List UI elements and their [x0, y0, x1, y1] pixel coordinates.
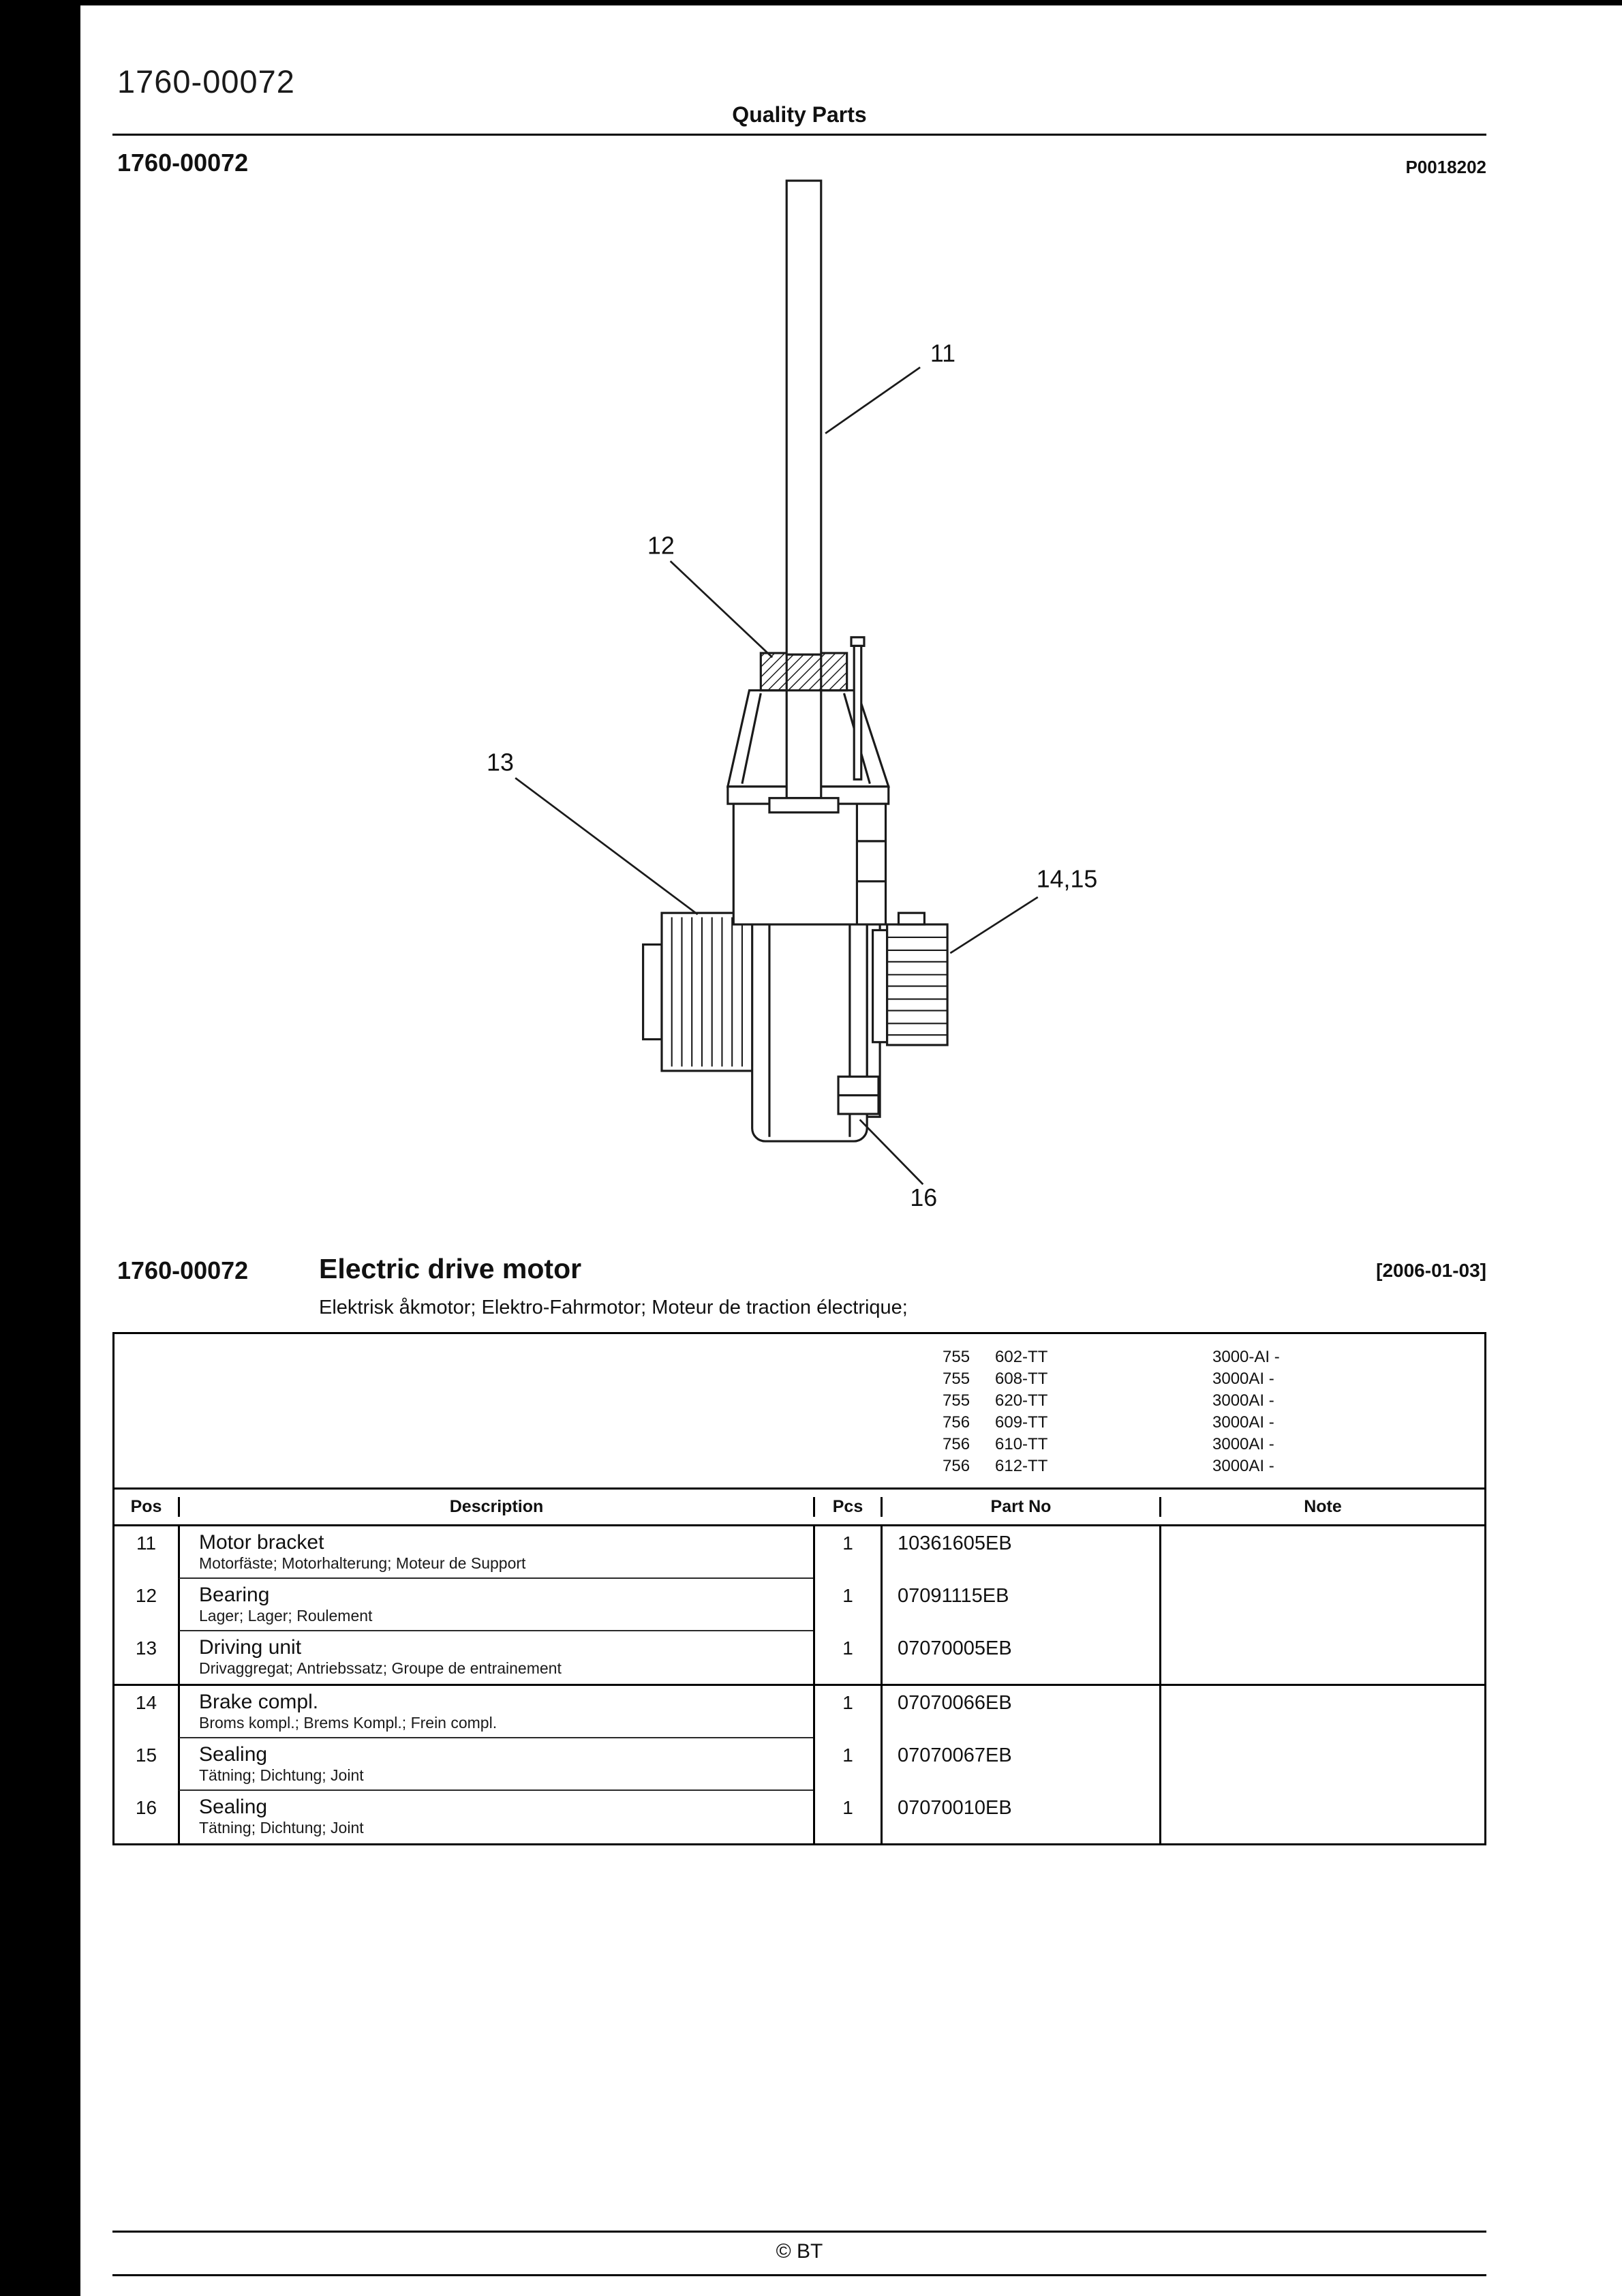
row-description-translations: Tätning; Dichtung; Joint [199, 1766, 364, 1784]
row-description-cell [178, 1631, 813, 1684]
row-description: Bearing [199, 1584, 270, 1606]
sub-doc-number: 1760-00072 [117, 149, 249, 177]
row-pos: 15 [135, 1744, 157, 1766]
section-subtitle: Elektrisk åkmotor; Elektro-Fahrmotor; Moteur de traction électrique; [319, 1297, 908, 1318]
row-description-translations: Drivaggregat; Antriebssatz; Groupe de entrainement [199, 1659, 562, 1677]
row-note [1159, 1526, 1484, 1579]
brake-mount-plate [873, 930, 887, 1042]
scan-edge-left [0, 0, 80, 2296]
model-series: 756 [943, 1435, 970, 1453]
row-note [1159, 1738, 1484, 1791]
table-row [114, 1686, 1484, 1738]
row-description: Motor bracket [199, 1531, 324, 1554]
model-list [114, 1334, 1484, 1487]
model-line [114, 1455, 1484, 1477]
row-description: Sealing [199, 1796, 268, 1818]
row-part-no: 07070066EB [881, 1686, 1159, 1738]
model-line [114, 1368, 1484, 1390]
model-serial-range: 3000AI - [1212, 1370, 1274, 1388]
model-series: 755 [943, 1391, 970, 1410]
scan-edge-top [0, 0, 1622, 5]
row-pcs: 1 [813, 1631, 881, 1684]
footer-rule-bottom [112, 2274, 1486, 2276]
row-part-no: 07070067EB [881, 1738, 1159, 1791]
figure-drawing [80, 169, 1622, 1246]
model-type: 602-TT [995, 1348, 1048, 1366]
row-note [1159, 1791, 1484, 1843]
model-series: 756 [943, 1413, 970, 1432]
row-part-no: 07070010EB [881, 1791, 1159, 1843]
col-header-part-no: Part No [881, 1497, 1159, 1517]
header-doc-number: 1760-00072 [117, 63, 295, 100]
row-description-cell [178, 1686, 813, 1738]
housing-body [733, 804, 885, 924]
row-description-cell [178, 1579, 813, 1631]
parts-table [112, 1332, 1486, 1845]
row-note [1159, 1686, 1484, 1738]
row-description-translations: Motorfäste; Motorhalterung; Moteur de Support [199, 1554, 526, 1572]
table-row [114, 1579, 1484, 1631]
model-serial-range: 3000AI - [1212, 1391, 1274, 1410]
row-note [1159, 1631, 1484, 1684]
model-serial-range: 3000AI - [1212, 1413, 1274, 1432]
model-type: 608-TT [995, 1370, 1048, 1388]
row-part-no: 07091115EB [881, 1579, 1159, 1631]
footer-copyright: © BT [776, 2240, 823, 2263]
bolt-head [851, 637, 864, 646]
model-line [114, 1346, 1484, 1368]
table-row [114, 1738, 1484, 1791]
col-header-note: Note [1159, 1497, 1484, 1517]
motor-body [662, 913, 767, 1071]
table-row [114, 1631, 1484, 1686]
model-serial-range: 3000-AI - [1212, 1348, 1280, 1366]
header-title: Quality Parts [732, 102, 867, 127]
row-description-cell [178, 1526, 813, 1579]
row-description: Brake compl. [199, 1691, 319, 1713]
motor-end-cap [643, 945, 662, 1040]
model-serial-range: 3000AI - [1212, 1435, 1274, 1453]
callout-13: 13 [487, 749, 514, 776]
row-part-no: 07070005EB [881, 1631, 1159, 1684]
row-pos: 11 [136, 1532, 157, 1554]
model-type: 609-TT [995, 1413, 1048, 1432]
motor-shaft [786, 181, 821, 654]
bearing-ring [761, 653, 846, 691]
callout-12: 12 [647, 532, 675, 560]
row-note [1159, 1579, 1484, 1631]
row-pcs: 1 [813, 1686, 881, 1738]
row-pcs: 1 [813, 1526, 881, 1579]
model-line [114, 1390, 1484, 1412]
model-type: 620-TT [995, 1391, 1048, 1410]
image-reference-code: P0018202 [1405, 157, 1486, 177]
row-description: Sealing [199, 1743, 268, 1766]
row-description-translations: Broms kompl.; Brems Kompl.; Frein compl. [199, 1714, 498, 1732]
row-pcs: 1 [813, 1791, 881, 1843]
section-date: [2006-01-03] [1376, 1260, 1486, 1281]
model-series: 755 [943, 1348, 970, 1366]
table-row [114, 1791, 1484, 1843]
table-row [114, 1526, 1484, 1579]
callout-16: 16 [910, 1183, 938, 1211]
bolt-shaft [854, 646, 861, 779]
callout-11: 11 [930, 339, 956, 367]
col-header-description: Description [178, 1497, 813, 1517]
row-pos: 13 [135, 1637, 157, 1659]
row-description-cell [178, 1738, 813, 1791]
col-header-pcs: Pcs [813, 1497, 881, 1517]
model-type: 610-TT [995, 1435, 1048, 1453]
col-header-pos: Pos [130, 1497, 162, 1516]
table-header-row [114, 1487, 1484, 1526]
row-pos: 16 [135, 1797, 157, 1818]
brake-top-tab [899, 913, 925, 924]
row-part-no: 10361605EB [881, 1526, 1159, 1579]
callout-14-15: 14,15 [1036, 865, 1098, 893]
model-serial-range: 3000AI - [1212, 1457, 1274, 1475]
row-description-translations: Lager; Lager; Roulement [199, 1607, 373, 1625]
shaft-cross-bar [769, 798, 838, 813]
row-pos: 14 [135, 1692, 157, 1713]
exploded-view-figure [80, 169, 1622, 1246]
row-description: Driving unit [199, 1636, 302, 1659]
brake-body [887, 924, 947, 1045]
row-description-translations: Tätning; Dichtung; Joint [199, 1819, 364, 1837]
header-rule [112, 134, 1486, 136]
model-series: 756 [943, 1457, 970, 1475]
model-series: 755 [943, 1370, 970, 1388]
row-pcs: 1 [813, 1579, 881, 1631]
row-pos: 12 [135, 1585, 157, 1606]
model-type: 612-TT [995, 1457, 1048, 1475]
footer-rule-top [112, 2231, 1486, 2233]
model-line [114, 1412, 1484, 1434]
parts-rows [114, 1526, 1484, 1843]
section-title: Electric drive motor [319, 1253, 582, 1284]
row-pcs: 1 [813, 1738, 881, 1791]
section-doc-number: 1760-00072 [117, 1256, 249, 1284]
row-description-cell [178, 1791, 813, 1843]
model-line [114, 1434, 1484, 1455]
